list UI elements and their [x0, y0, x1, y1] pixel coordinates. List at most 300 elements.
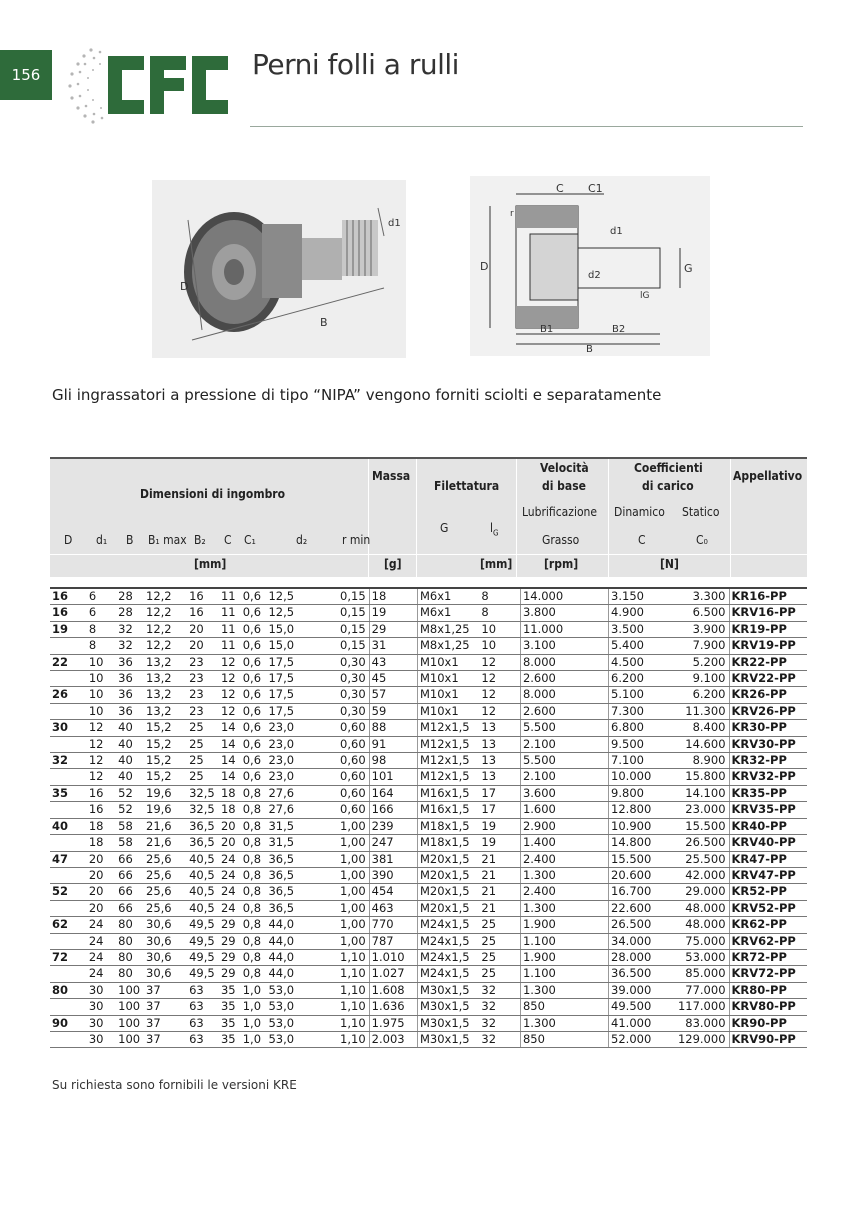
cell-rmin: 0,15 [325, 605, 370, 621]
cell-lg: 25 [479, 917, 520, 933]
cell-rmin: 1,00 [325, 933, 370, 949]
cell-D: 35 [50, 785, 87, 801]
cell-thread: M16x1,5 [417, 785, 479, 801]
cell-B2: 23 [187, 703, 219, 719]
cell-C1: 0,6 [241, 638, 267, 654]
cell-B1: 12,2 [144, 621, 187, 637]
col-B: B [126, 533, 134, 547]
cell-rmin: 0,60 [325, 785, 370, 801]
cell-speed: 850 [520, 999, 608, 1015]
cell-thread: M6x1 [417, 588, 479, 605]
cell-C1: 0,6 [241, 687, 267, 703]
cell-d1: 8 [87, 638, 116, 654]
cell-B1: 30,6 [144, 966, 187, 982]
cell-d1: 18 [87, 818, 116, 834]
cell-code: KRV30-PP [729, 736, 807, 752]
cell-C1: 0,6 [241, 654, 267, 670]
cell-B: 80 [116, 933, 144, 949]
cell-massa: 43 [369, 654, 417, 670]
cell-d1: 10 [87, 703, 116, 719]
cell-B1: 37 [144, 1015, 187, 1031]
cell-C: 35 [219, 1031, 241, 1047]
cell-thread: M20x1,5 [417, 867, 479, 883]
title-divider [250, 126, 803, 127]
cell-speed: 2.400 [520, 884, 608, 900]
cell-thread: M20x1,5 [417, 884, 479, 900]
cell-B: 36 [116, 687, 144, 703]
cell-rmin: 1,00 [325, 867, 370, 883]
cell-rmin: 0,15 [325, 588, 370, 605]
cell-D: 16 [50, 605, 87, 621]
cell-static: 11.300 [670, 703, 729, 719]
cell-lg: 32 [479, 1031, 520, 1047]
cell-B1: 21,6 [144, 835, 187, 851]
cell-B1: 19,6 [144, 802, 187, 818]
cell-B1: 25,6 [144, 884, 187, 900]
cell-lg: 21 [479, 900, 520, 916]
cell-static: 75.000 [670, 933, 729, 949]
cell-D: 62 [50, 917, 87, 933]
cell-static: 53.000 [670, 949, 729, 965]
cell-dynamic: 12.800 [609, 802, 670, 818]
cell-dynamic: 5.400 [609, 638, 670, 654]
cell-speed: 2.600 [520, 703, 608, 719]
cell-D [50, 802, 87, 818]
cell-code: KRV52-PP [729, 900, 807, 916]
cell-d1: 20 [87, 900, 116, 916]
head-dinamico: Dinamico [614, 505, 665, 519]
cell-lg: 19 [479, 818, 520, 834]
cell-C1: 0,8 [241, 933, 267, 949]
cell-lg: 10 [479, 638, 520, 654]
grease-nipple-note: Gli ingrassatori a pressione di tipo “NIPA” vengono forniti sciolti e separatamente [52, 386, 662, 404]
cell-D: 40 [50, 818, 87, 834]
cell-d1: 24 [87, 917, 116, 933]
cell-lg: 19 [479, 835, 520, 851]
cell-B: 40 [116, 736, 144, 752]
cell-B2: 36,5 [187, 818, 219, 834]
cell-static: 42.000 [670, 867, 729, 883]
cell-massa: 2.003 [369, 1031, 417, 1047]
cell-speed: 1.600 [520, 802, 608, 818]
cell-B2: 63 [187, 1015, 219, 1031]
cell-thread: M30x1,5 [417, 1015, 479, 1031]
page-title: Perni folli a rulli [252, 48, 459, 81]
cell-thread: M8x1,25 [417, 621, 479, 637]
cell-D: 80 [50, 982, 87, 998]
cell-C: 11 [219, 621, 241, 637]
cell-static: 129.000 [670, 1031, 729, 1047]
cell-static: 3.300 [670, 588, 729, 605]
cell-rmin: 0,30 [325, 671, 370, 687]
cell-static: 14.100 [670, 785, 729, 801]
cell-thread: M10x1 [417, 671, 479, 687]
cell-massa: 166 [369, 802, 417, 818]
cell-B: 32 [116, 638, 144, 654]
cell-B1: 12,2 [144, 588, 187, 605]
cell-massa: 91 [369, 736, 417, 752]
cell-lg: 32 [479, 999, 520, 1015]
cell-code: KR30-PP [729, 720, 807, 736]
cell-rmin: 0,60 [325, 753, 370, 769]
cell-lg: 17 [479, 785, 520, 801]
cell-B: 40 [116, 753, 144, 769]
cell-massa: 787 [369, 933, 417, 949]
cell-d1: 8 [87, 621, 116, 637]
cell-B2: 20 [187, 621, 219, 637]
cell-static: 6.500 [670, 605, 729, 621]
cell-speed: 850 [520, 1031, 608, 1047]
cell-massa: 45 [369, 671, 417, 687]
cell-d2: 44,0 [266, 949, 324, 965]
cell-D [50, 999, 87, 1015]
cell-static: 6.200 [670, 687, 729, 703]
cell-B: 80 [116, 949, 144, 965]
cell-speed: 1.300 [520, 1015, 608, 1031]
cell-code: KR47-PP [729, 851, 807, 867]
table-row [50, 917, 807, 933]
col-C1: C₁ [244, 533, 256, 547]
cell-d1: 30 [87, 982, 116, 998]
cell-D: 90 [50, 1015, 87, 1031]
cell-rmin: 1,10 [325, 966, 370, 982]
unit-g: [g] [384, 557, 402, 571]
cell-B1: 37 [144, 982, 187, 998]
col-C: C [224, 533, 232, 547]
cell-massa: 31 [369, 638, 417, 654]
table-row [50, 753, 807, 769]
cell-dynamic: 9.800 [609, 785, 670, 801]
cell-B1: 13,2 [144, 687, 187, 703]
cell-speed: 1.300 [520, 982, 608, 998]
cell-D [50, 638, 87, 654]
cell-B2: 23 [187, 654, 219, 670]
cell-d1: 30 [87, 999, 116, 1015]
cell-C1: 0,6 [241, 605, 267, 621]
cell-d2: 31,5 [266, 835, 324, 851]
col-dynamic-c: C [638, 533, 646, 547]
cell-speed: 14.000 [520, 588, 608, 605]
cell-rmin: 0,30 [325, 687, 370, 703]
cell-C: 35 [219, 1015, 241, 1031]
cell-d2: 27,6 [266, 785, 324, 801]
cell-D [50, 900, 87, 916]
cell-B1: 15,2 [144, 736, 187, 752]
cell-C: 20 [219, 818, 241, 834]
head-velocita: Velocità [540, 461, 589, 475]
cell-B1: 25,6 [144, 867, 187, 883]
cell-d1: 16 [87, 785, 116, 801]
cell-lg: 12 [479, 687, 520, 703]
cell-massa: 463 [369, 900, 417, 916]
cell-C1: 1,0 [241, 1015, 267, 1031]
label-B2: B2 [612, 324, 626, 335]
cell-B2: 40,5 [187, 900, 219, 916]
cell-B2: 40,5 [187, 851, 219, 867]
cell-code: KR62-PP [729, 917, 807, 933]
cell-B1: 12,2 [144, 638, 187, 654]
table-row [50, 851, 807, 867]
cell-lg: 21 [479, 867, 520, 883]
cell-rmin: 1,00 [325, 851, 370, 867]
cell-B2: 32,5 [187, 802, 219, 818]
table-row [50, 900, 807, 916]
cell-D: 47 [50, 851, 87, 867]
roller-photo-drawing [152, 180, 406, 358]
cell-rmin: 1,00 [325, 818, 370, 834]
cell-dynamic: 4.500 [609, 654, 670, 670]
cell-d2: 15,0 [266, 621, 324, 637]
cell-rmin: 1,00 [325, 835, 370, 851]
cell-d2: 53,0 [266, 999, 324, 1015]
cell-speed: 1.100 [520, 966, 608, 982]
cell-C: 24 [219, 867, 241, 883]
head-statico: Statico [682, 505, 720, 519]
cell-C: 29 [219, 949, 241, 965]
cell-code: KRV26-PP [729, 703, 807, 719]
cell-speed: 3.100 [520, 638, 608, 654]
table-row [50, 654, 807, 670]
cell-d2: 17,5 [266, 687, 324, 703]
cell-rmin: 0,15 [325, 638, 370, 654]
cell-rmin: 1,10 [325, 982, 370, 998]
cell-lg: 32 [479, 1015, 520, 1031]
cell-code: KRV22-PP [729, 671, 807, 687]
cell-d2: 17,5 [266, 671, 324, 687]
cell-static: 7.900 [670, 638, 729, 654]
cell-B1: 13,2 [144, 654, 187, 670]
cell-D [50, 1031, 87, 1047]
cell-dynamic: 4.900 [609, 605, 670, 621]
cell-dynamic: 7.300 [609, 703, 670, 719]
cell-code: KR35-PP [729, 785, 807, 801]
cell-massa: 381 [369, 851, 417, 867]
cell-B2: 25 [187, 753, 219, 769]
cell-C: 11 [219, 588, 241, 605]
cell-lg: 13 [479, 736, 520, 752]
cell-d1: 16 [87, 802, 116, 818]
cell-massa: 390 [369, 867, 417, 883]
cell-B: 100 [116, 1015, 144, 1031]
cell-B2: 63 [187, 1031, 219, 1047]
cell-rmin: 0,60 [325, 769, 370, 785]
cell-d1: 24 [87, 933, 116, 949]
cell-rmin: 1,10 [325, 949, 370, 965]
unit-mm-thread: [mm] [480, 557, 513, 571]
cell-B2: 63 [187, 982, 219, 998]
cell-B: 100 [116, 982, 144, 998]
cell-dynamic: 49.500 [609, 999, 670, 1015]
table-header [50, 457, 807, 577]
cell-speed: 1.100 [520, 933, 608, 949]
cell-speed: 2.600 [520, 671, 608, 687]
cell-D [50, 933, 87, 949]
cell-d1: 24 [87, 949, 116, 965]
cell-d2: 27,6 [266, 802, 324, 818]
cell-B: 80 [116, 966, 144, 982]
cell-speed: 2.100 [520, 769, 608, 785]
cell-C1: 0,6 [241, 720, 267, 736]
cell-C: 14 [219, 769, 241, 785]
cell-d2: 31,5 [266, 818, 324, 834]
cell-B: 100 [116, 1031, 144, 1047]
cell-B1: 21,6 [144, 818, 187, 834]
cell-code: KR32-PP [729, 753, 807, 769]
cell-d1: 12 [87, 720, 116, 736]
head-massa: Massa [372, 469, 411, 483]
cell-rmin: 0,30 [325, 703, 370, 719]
cell-dynamic: 39.000 [609, 982, 670, 998]
cell-thread: M8x1,25 [417, 638, 479, 654]
cell-static: 25.500 [670, 851, 729, 867]
cell-code: KR90-PP [729, 1015, 807, 1031]
cell-D: 16 [50, 588, 87, 605]
cell-B1: 37 [144, 1031, 187, 1047]
cell-massa: 18 [369, 588, 417, 605]
cell-lg: 21 [479, 851, 520, 867]
cell-D: 30 [50, 720, 87, 736]
col-B1: B₁ max [148, 533, 187, 547]
cell-lg: 13 [479, 720, 520, 736]
cell-B2: 49,5 [187, 917, 219, 933]
cell-massa: 101 [369, 769, 417, 785]
cell-d1: 10 [87, 671, 116, 687]
cell-B2: 20 [187, 638, 219, 654]
cell-code: KR16-PP [729, 588, 807, 605]
cell-dynamic: 10.900 [609, 818, 670, 834]
cell-D: 26 [50, 687, 87, 703]
cell-code: KRV72-PP [729, 966, 807, 982]
cell-C1: 0,8 [241, 851, 267, 867]
cell-d2: 23,0 [266, 720, 324, 736]
cell-B: 52 [116, 785, 144, 801]
cell-C: 14 [219, 720, 241, 736]
cell-B1: 13,2 [144, 703, 187, 719]
cell-B2: 16 [187, 588, 219, 605]
cell-C: 29 [219, 917, 241, 933]
cell-B: 32 [116, 621, 144, 637]
cell-C: 12 [219, 654, 241, 670]
cell-lg: 8 [479, 588, 520, 605]
cell-massa: 770 [369, 917, 417, 933]
cell-code: KRV47-PP [729, 867, 807, 883]
cell-code: KR72-PP [729, 949, 807, 965]
cell-lg: 10 [479, 621, 520, 637]
cell-C1: 0,6 [241, 736, 267, 752]
cell-C: 24 [219, 884, 241, 900]
cell-B1: 30,6 [144, 917, 187, 933]
cell-D: 22 [50, 654, 87, 670]
cell-d1: 20 [87, 851, 116, 867]
cell-static: 9.100 [670, 671, 729, 687]
cell-massa: 19 [369, 605, 417, 621]
cell-code: KR19-PP [729, 621, 807, 637]
cell-B2: 49,5 [187, 966, 219, 982]
cell-code: KRV19-PP [729, 638, 807, 654]
cell-d1: 18 [87, 835, 116, 851]
cell-thread: M16x1,5 [417, 802, 479, 818]
cell-dynamic: 28.000 [609, 949, 670, 965]
cell-d2: 23,0 [266, 753, 324, 769]
cell-rmin: 1,00 [325, 884, 370, 900]
specs-table [50, 457, 807, 1048]
cell-dynamic: 36.500 [609, 966, 670, 982]
cell-D: 52 [50, 884, 87, 900]
col-G: G [440, 521, 449, 535]
label-d2: d2 [588, 270, 601, 281]
cell-code: KRV32-PP [729, 769, 807, 785]
cell-code: KR80-PP [729, 982, 807, 998]
cell-lg: 12 [479, 654, 520, 670]
cell-lg: 32 [479, 982, 520, 998]
head-di-base: di base [542, 479, 586, 493]
cell-static: 3.900 [670, 621, 729, 637]
cell-C1: 1,0 [241, 1031, 267, 1047]
cell-C1: 0,8 [241, 867, 267, 883]
cell-B: 28 [116, 605, 144, 621]
table-row [50, 687, 807, 703]
cell-static: 15.500 [670, 818, 729, 834]
cell-code: KRV62-PP [729, 933, 807, 949]
cell-code: KRV90-PP [729, 1031, 807, 1047]
cell-D: 32 [50, 753, 87, 769]
cell-d2: 17,5 [266, 703, 324, 719]
cell-D [50, 769, 87, 785]
head-coefficienti: Coefficienti [634, 461, 703, 475]
col-rmin: r min [342, 533, 371, 547]
label-D: D [180, 280, 189, 293]
page-number: 156 [0, 50, 52, 100]
cell-massa: 454 [369, 884, 417, 900]
cell-dynamic: 3.500 [609, 621, 670, 637]
cell-C1: 0,6 [241, 621, 267, 637]
cell-d1: 12 [87, 736, 116, 752]
cell-D [50, 966, 87, 982]
table-row [50, 671, 807, 687]
cell-static: 5.200 [670, 654, 729, 670]
cell-B1: 15,2 [144, 769, 187, 785]
cell-speed: 1.400 [520, 835, 608, 851]
cell-speed: 8.000 [520, 687, 608, 703]
cell-thread: M20x1,5 [417, 851, 479, 867]
label-C: C [556, 182, 564, 195]
cell-d2: 15,0 [266, 638, 324, 654]
cell-massa: 59 [369, 703, 417, 719]
cell-C: 35 [219, 999, 241, 1015]
cell-B: 66 [116, 867, 144, 883]
cell-static: 117.000 [670, 999, 729, 1015]
cell-speed: 5.500 [520, 753, 608, 769]
cell-d2: 36,5 [266, 867, 324, 883]
cell-d2: 23,0 [266, 769, 324, 785]
cell-static: 48.000 [670, 900, 729, 916]
cell-speed: 1.900 [520, 917, 608, 933]
table-row [50, 949, 807, 965]
cell-B: 36 [116, 654, 144, 670]
cell-C1: 0,8 [241, 917, 267, 933]
cell-speed: 2.100 [520, 736, 608, 752]
cell-C1: 1,0 [241, 999, 267, 1015]
table-row [50, 982, 807, 998]
cell-thread: M12x1,5 [417, 720, 479, 736]
cell-speed: 1.900 [520, 949, 608, 965]
cell-speed: 8.000 [520, 654, 608, 670]
cell-speed: 3.600 [520, 785, 608, 801]
table-row [50, 638, 807, 654]
cell-D: 72 [50, 949, 87, 965]
cell-B2: 25 [187, 720, 219, 736]
cell-code: KR26-PP [729, 687, 807, 703]
